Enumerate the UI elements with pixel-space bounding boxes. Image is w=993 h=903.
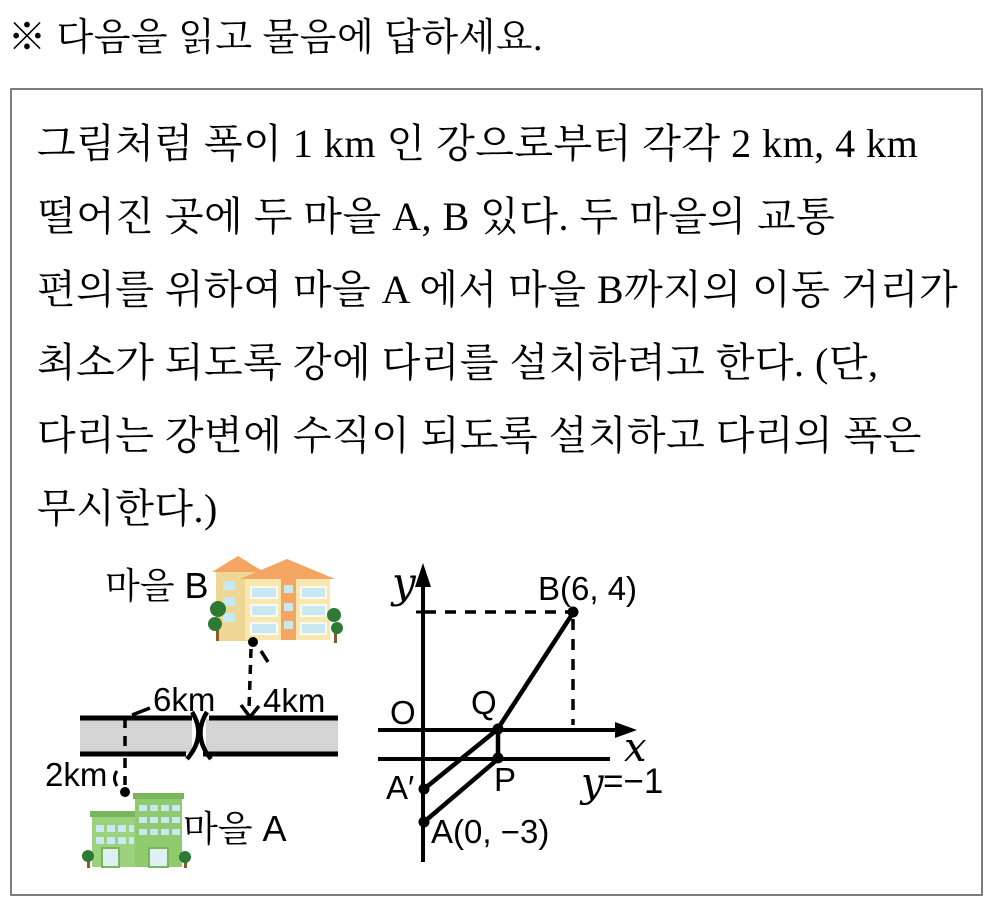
distance-4km-dashed-line: [249, 649, 251, 709]
x-axis-label: x: [624, 725, 647, 771]
village-b-point: [248, 637, 258, 647]
line-equation-y: y: [581, 760, 604, 806]
point-A: [419, 817, 430, 828]
village-b-building: [208, 556, 343, 643]
coordinate-diagram: [370, 555, 690, 870]
point-B-label: B(6, 4): [538, 570, 638, 607]
river: [80, 712, 338, 759]
problem-text-line-3: 편의를 위하여 마을 A 에서 마을 B까지의 이동 거리가: [37, 267, 959, 312]
leader-dash: [132, 708, 150, 715]
problem-text-line-4: 최소가 되도록 강에 다리를 설치하려고 한다. (단,: [37, 340, 879, 385]
y-axis-label: y: [392, 558, 416, 607]
village-a-label: 마을 A: [183, 808, 287, 849]
point-P-label: P: [494, 761, 517, 798]
point-Q: [493, 724, 504, 735]
village-a-building: [82, 793, 191, 868]
village-b-label: 마을 B: [105, 565, 209, 606]
problem-text-line-1: 그림처럼 폭이 1 km 인 강으로부터 각각 2 km, 4 km: [37, 121, 919, 166]
instruction-header: ※ 다음을 읽고 물음에 답하세요.: [8, 17, 543, 59]
point-A-label: A(0, −3): [431, 813, 550, 850]
village-a-point: [120, 787, 130, 797]
problem-text-line-6: 무시한다.): [37, 486, 218, 531]
line-equation-rest: =−1: [603, 762, 664, 801]
point-A-prime-label: A′: [386, 769, 415, 806]
leader-dash: [261, 651, 268, 662]
arrow-down-icon: [241, 705, 259, 717]
distance-4km-label: 4km: [263, 682, 326, 719]
point-A-prime: [419, 784, 430, 795]
segment-Q-B: [497, 613, 573, 730]
y-axis-arrow-icon: [415, 563, 431, 587]
problem-text-line-2: 떨어진 곳에 두 마을 A, B 있다. 두 마을의 교통: [37, 194, 836, 239]
point-B: [568, 607, 579, 618]
origin-label: O: [390, 694, 416, 731]
leader-bracket: [115, 771, 118, 786]
problem-text-line-5: 다리는 강변에 수직이 되도록 설치하고 다리의 폭은: [37, 413, 922, 458]
village-river-illustration: [20, 545, 370, 885]
distance-2km-label: 2km: [45, 756, 108, 793]
point-Q-label: Q: [471, 684, 497, 721]
distance-6km-label: 6km: [153, 681, 216, 718]
